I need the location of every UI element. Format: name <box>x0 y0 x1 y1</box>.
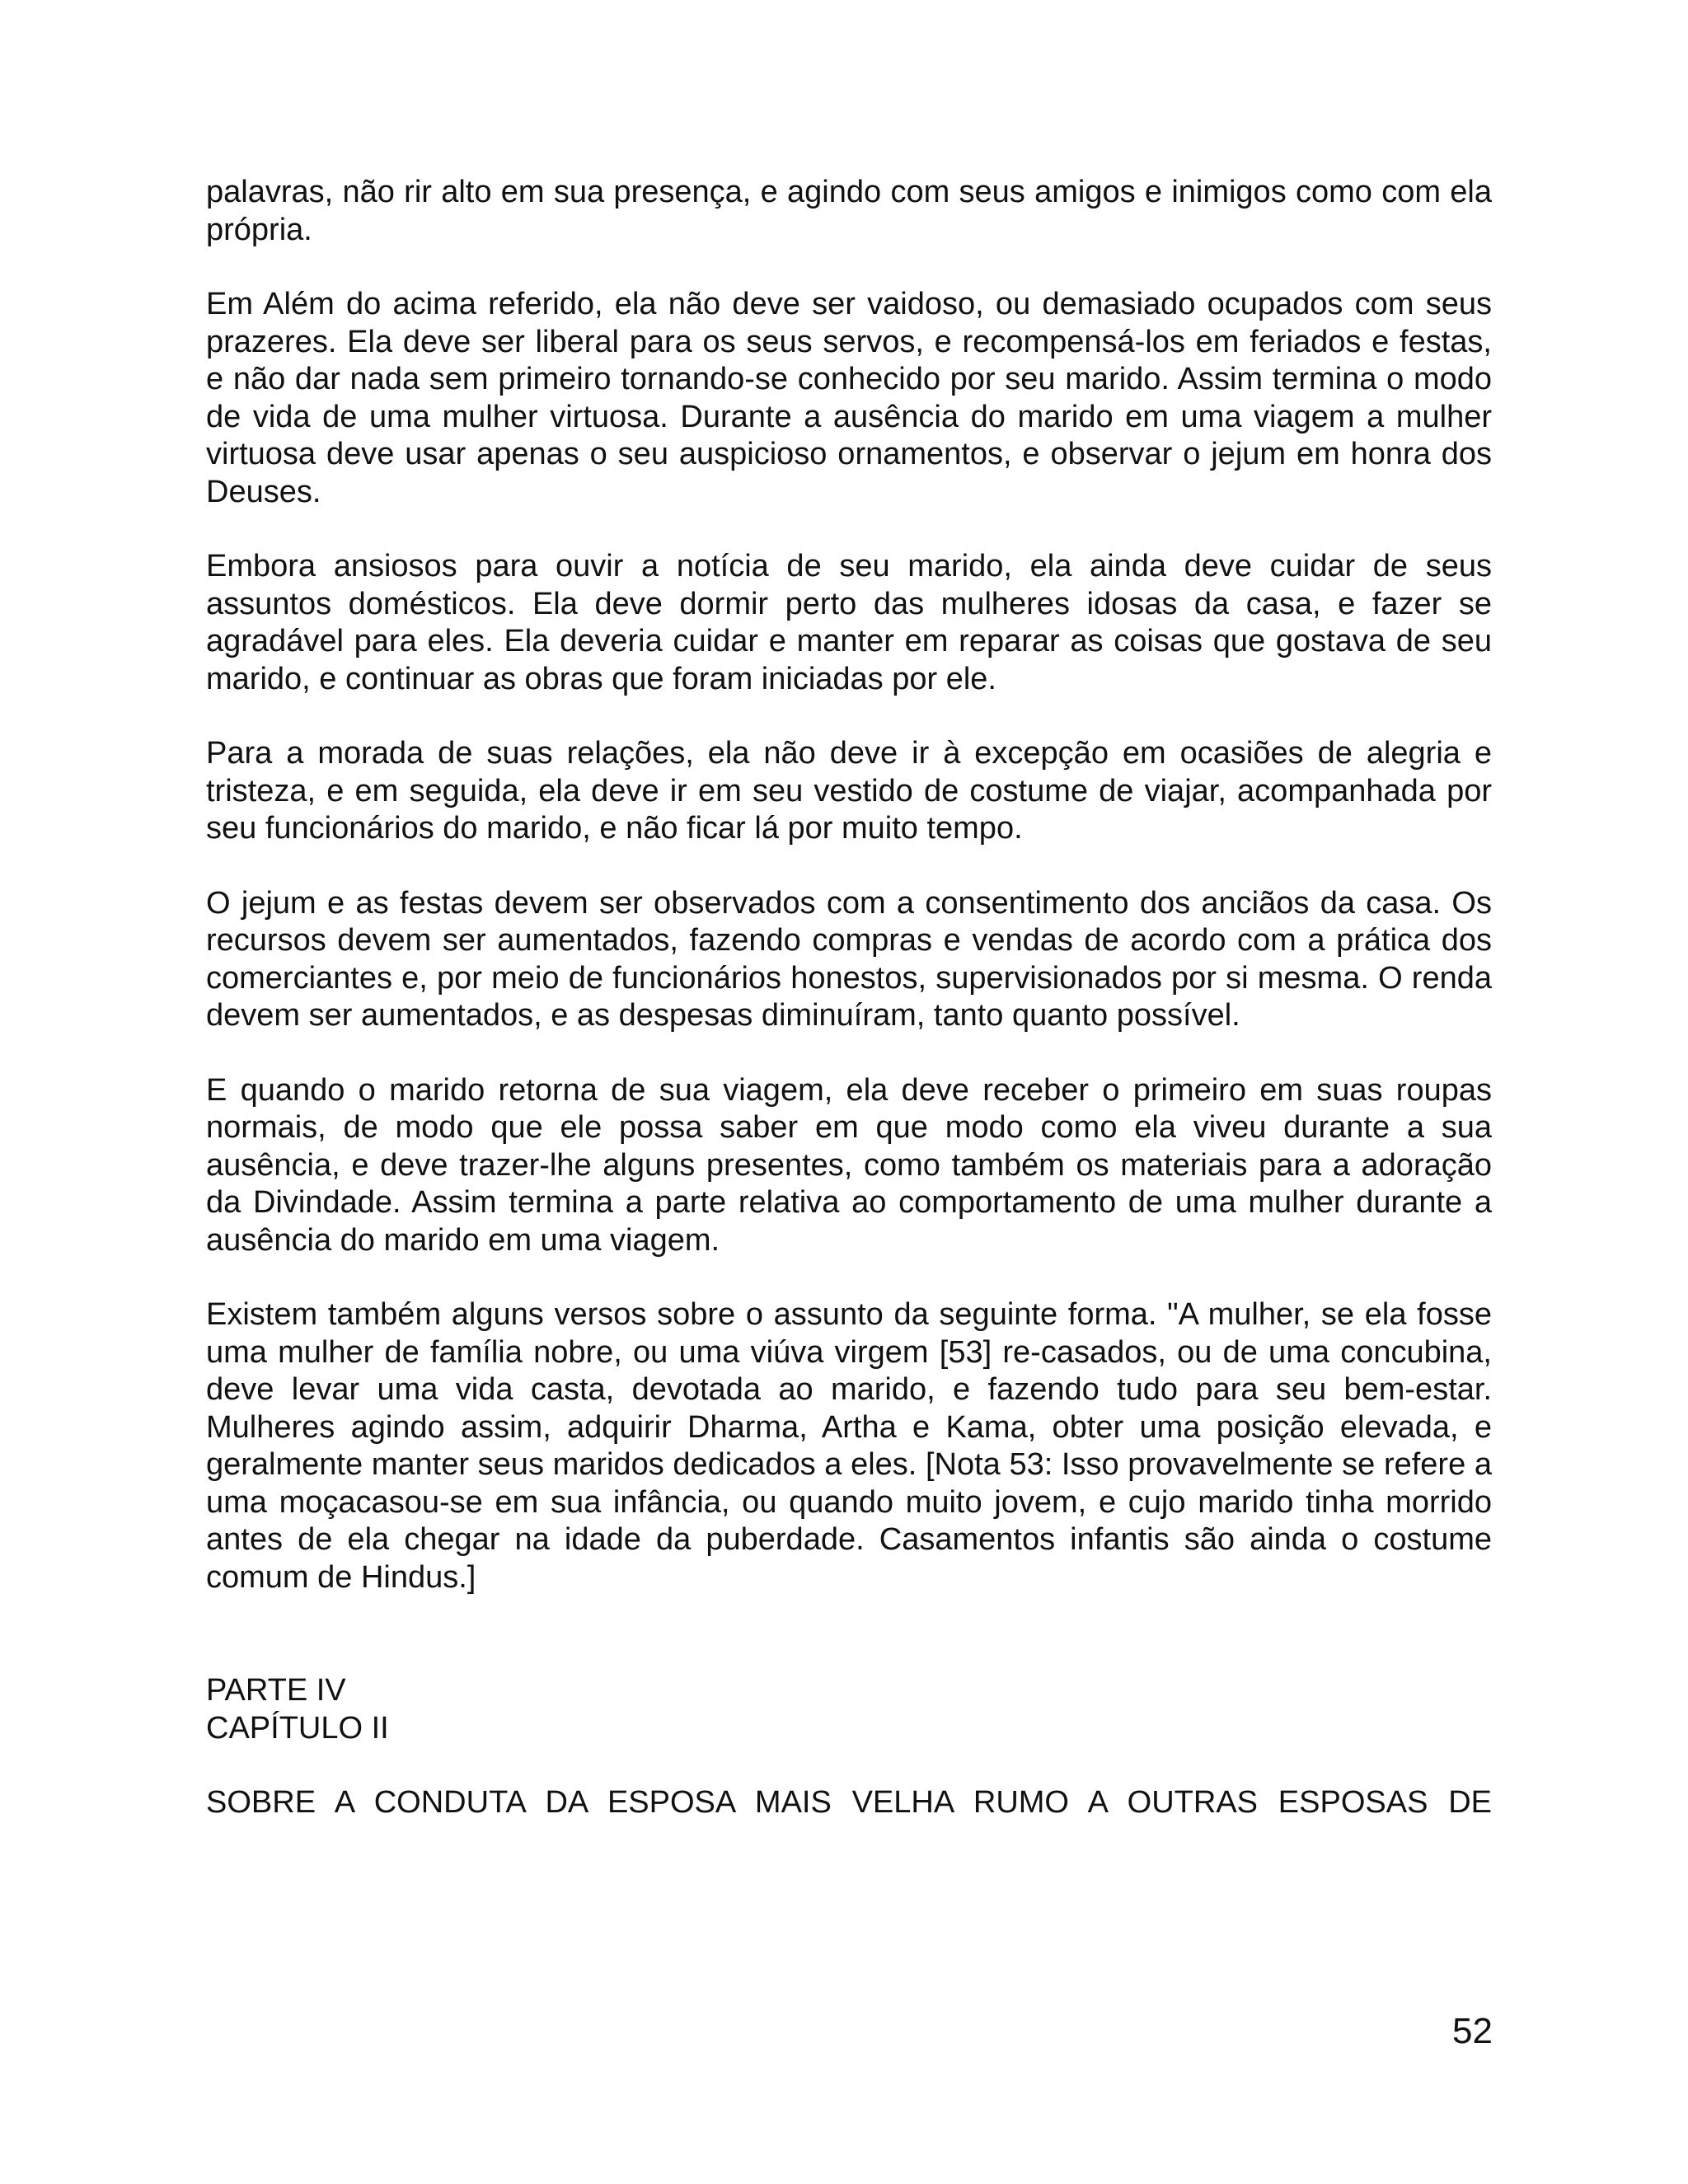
paragraph-4: Para a morada de suas relações, ela não deve ir à excepção em ocasiões de alegria e tristeza, e em seguida, ela deve ir em seu vestido de costume de viajar, acompanhada por seu funcionários do marido, e não ficar lá por muito tempo. <box>206 736 1492 846</box>
page-body <box>206 174 1492 1822</box>
paragraph-2: Em Além do acima referido, ela não deve ser vaidoso, ou demasiado ocupados com seus prazeres. Ela deve ser liberal para os seus servos, e recompensá-los em feriados e festas, e não dar nada sem primeiro tornando-se conhecido por seu marido. Assim termina o modo de vida de uma mulher virtuosa. Durante a ausência do marido em uma viagem a mulher virtuosa deve usar apenas o seu auspicioso ornamentos, e observar o jejum em honra dos Deuses. <box>206 287 1492 509</box>
paragraph-5: O jejum e as festas devem ser observados com a consentimento dos anciãos da casa. Os recursos devem ser aumentados, fazendo compras e vendas de acordo com a prática dos comerciantes e, por meio de funcionários honestos, supervisionados por si mesma. O renda devem ser aumentados, e as despesas diminuíram, tanto quanto possível. <box>206 885 1492 1033</box>
paragraph-6: E quando o marido retorna de sua viagem, ela deve receber o primeiro em suas roupas normais, de modo que ele possa saber em que modo como ela viveu durante a sua ausência, e deve trazer-lhe alguns presentes, como também os materiais para a adoração da Divindade. Assim termina a parte relativa ao comportamento de uma mulher durante a ausência do marido em uma viagem. <box>206 1072 1492 1258</box>
paragraph-7: Existem também alguns versos sobre o assunto da seguinte forma. "A mulher, se ela fosse uma mulher de família nobre, ou uma viúva virgem [53] re-casados, ou de uma concubina, deve levar uma vida casta, devotada ao marido, e fazendo tudo para seu bem-estar. Mulheres agindo assim, adquirir Dharma, Artha e Kama, obter uma posição elevada, e geralmente manter seus maridos dedicados a eles. [Nota 53: Isso provavelmente se refere a uma moçacasou-se em sua infância, ou quando muito jovem, e cujo marido tinha morrido antes de ela chegar na idade da puberdade. Casamentos infantis são ainda o costume comum de Hindus.] <box>206 1297 1492 1595</box>
page-number: 52 <box>1452 2011 1493 2051</box>
chapter-heading-block <box>206 1672 1492 1747</box>
section-title: SOBRE A CONDUTA DA ESPOSA MAIS VELHA RUMO A OUTRAS ESPOSAS DE <box>206 1785 1492 1820</box>
paragraph-3: Embora ansiosos para ouvir a notícia de seu marido, ela ainda deve cuidar de seus assuntos domésticos. Ela deve dormir perto das mulheres idosas da casa, e fazer se agradável para eles. Ela deveria cuidar e manter em reparar as coisas que gostava de seu marido, e continuar as obras que foram iniciadas por ele. <box>206 549 1492 696</box>
part-heading: PARTE IV <box>206 1673 346 1708</box>
chapter-heading: CAPÍTULO II <box>206 1710 389 1746</box>
paragraph-1: palavras, não rir alto em sua presença, e agindo com seus amigos e inimigos como com ela própria. <box>206 175 1492 247</box>
